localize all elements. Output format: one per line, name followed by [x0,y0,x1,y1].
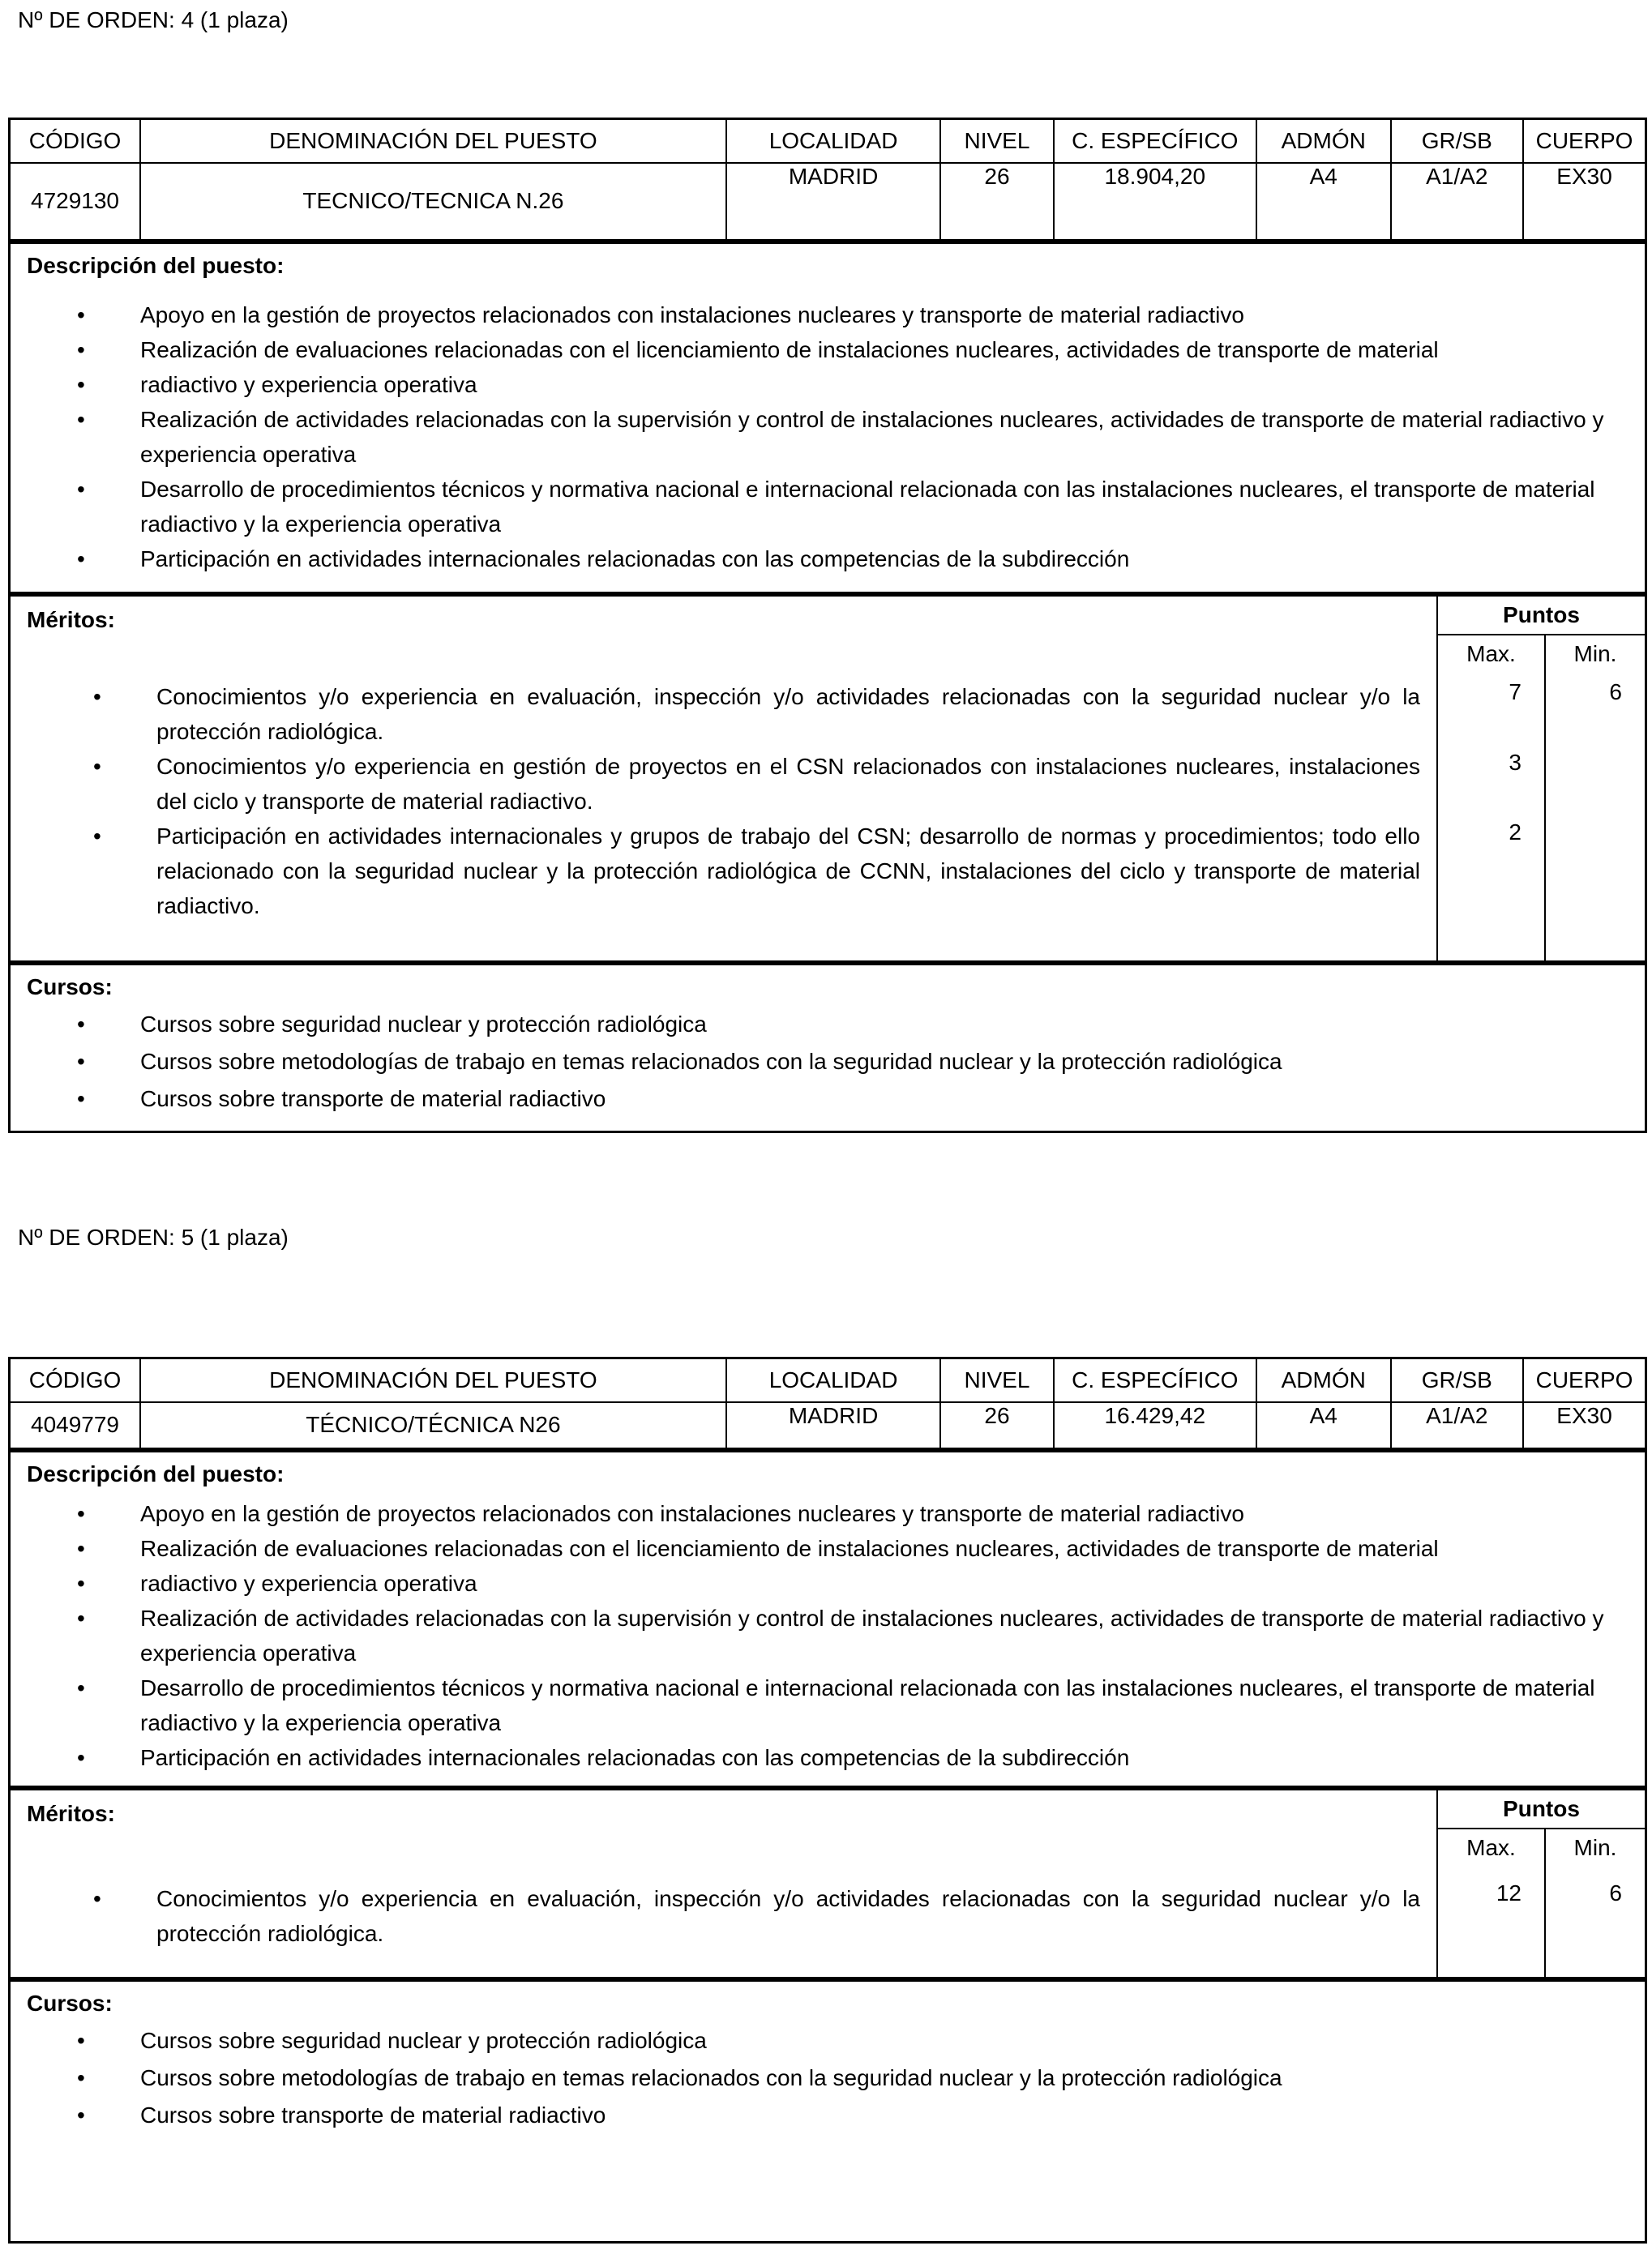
bullet-icon: • [77,1011,85,1037]
gr-sb-cell: A1/A2 [1391,163,1524,240]
puntos-column [1438,1790,1645,1977]
bullet-icon: • [93,753,101,779]
localidad-header: LOCALIDAD [726,119,940,164]
bullet-icon: • [77,1745,85,1770]
max-value: 7 [1509,678,1521,704]
min-value: 6 [1609,678,1622,704]
bullet-icon: • [77,406,85,432]
table-header-row [10,1358,1646,1402]
bullet-icon: • [77,1606,85,1631]
meritos-title: Méritos: [27,1801,115,1826]
gr-sb-header: GR/SB [1391,1358,1524,1402]
list-item: • Desarrollo de procedimientos técnicos y normativa nacional e internacional relacionada con las instalaciones nucleares, el transporte de material radiactivo y la experiencia operativa [77,472,1628,541]
admon-header: ADMÓN [1256,119,1391,164]
codigo-cell: 4049779 [10,1402,141,1449]
position-table-5 [8,1357,1647,1451]
min-column [1546,1829,1645,1977]
cursos-section-4 [8,963,1647,1133]
cuerpo-cell: EX30 [1523,1402,1646,1449]
gr-sb-header: GR/SB [1391,119,1524,164]
max-value: 2 [1509,819,1521,845]
admon-cell: A4 [1256,163,1391,240]
localidad-header: LOCALIDAD [726,1358,940,1402]
bullet-icon: • [77,302,85,327]
cursos-section-5 [8,1979,1647,2244]
meritos-bullets [27,1881,1420,1951]
list-item: • Conocimientos y/o experiencia en evaluación, inspección y/o actividades relacionadas con la seguridad nuclear y/o la protección radiológica. [93,1881,1420,1951]
bullet-icon: • [77,2102,85,2128]
list-item: • Cursos sobre seguridad nuclear y protección radiológica [77,2022,1628,2060]
list-item: • Participación en actividades internacionales relacionadas con las competencias de la subdirección [77,541,1628,576]
max-value: 12 [1496,1880,1521,1906]
max-label: Max. [1466,1835,1516,1860]
cursos-bullets [27,1006,1628,1118]
list-item: • Cursos sobre transporte de material radiactivo [77,2097,1628,2134]
list-item: • Cursos sobre seguridad nuclear y protección radiológica [77,1006,1628,1043]
denominacion-cell: TÉCNICO/TÉCNICA N26 [140,1402,726,1449]
denominacion-cell: TECNICO/TECNICA N.26 [140,163,726,240]
descripcion-bullets [27,297,1628,576]
admon-cell: A4 [1256,1402,1391,1449]
puntos-column [1438,597,1645,960]
codigo-cell: 4729130 [10,163,141,240]
min-value: 6 [1609,1880,1622,1906]
denominacion-header: DENOMINACIÓN DEL PUESTO [140,1358,726,1402]
bullet-icon: • [93,683,101,709]
list-item: • radiactivo y experiencia operativa [77,1566,1628,1601]
bullet-icon: • [93,823,101,849]
puntos-header: Puntos [1438,597,1645,635]
list-item: • Realización de evaluaciones relacionadas con el licenciamiento de instalaciones nucleares, actividades de transporte de material [77,332,1628,367]
puntos-header: Puntos [1438,1790,1645,1829]
list-item: • Cursos sobre metodologías de trabajo en temas relacionados con la seguridad nuclear y la protección radiológica [77,2060,1628,2097]
localidad-cell: MADRID [726,163,940,240]
nivel-header: NIVEL [940,119,1053,164]
bullet-icon: • [77,1085,85,1111]
bullet-icon: • [77,371,85,397]
bullet-icon: • [77,476,85,502]
list-item: • Conocimientos y/o experiencia en gestión de proyectos en el CSN relacionados con instalaciones nucleares, instalaciones del ciclo y transporte de material radiactivo. [93,749,1420,819]
descripcion-title: Descripción del puesto: [27,252,285,278]
cursos-title: Cursos: [27,1991,113,2016]
list-item: • Desarrollo de procedimientos técnicos y normativa nacional e internacional relacionada con las instalaciones nucleares, el transporte de material radiactivo y la experiencia operativa [77,1670,1628,1740]
c-especifico-cell: 16.429,42 [1054,1402,1256,1449]
bullet-icon: • [77,1048,85,1074]
order-heading-4: Nº DE ORDEN: 4 (1 plaza) [18,7,289,32]
list-item: • Participación en actividades internacionales y grupos de trabajo del CSN; desarrollo de normas y procedimientos; todo ello relacionado con la seguridad nuclear y la protección radiológica de CCNN, instalaciones del ciclo y transporte de material radiactivo. [93,819,1420,923]
list-item: • Conocimientos y/o experiencia en evaluación, inspección y/o actividades relacionadas con la seguridad nuclear y/o la protección radiológica. [93,679,1420,749]
meritos-section-4 [8,594,1647,963]
max-column [1438,635,1546,960]
meritos-content [11,597,1438,960]
list-item: • Realización de actividades relacionadas con la supervisión y control de instalaciones nucleares, actividades de transporte de material radiactivo y experiencia operativa [77,1601,1628,1670]
meritos-content [11,1790,1438,1977]
descripcion-title: Descripción del puesto: [27,1461,285,1486]
bullet-icon: • [77,545,85,571]
descripcion-section-5 [8,1450,1647,1788]
meritos-title: Méritos: [27,606,115,632]
meritos-section-5 [8,1788,1647,1979]
bullet-icon: • [77,1536,85,1561]
denominacion-header: DENOMINACIÓN DEL PUESTO [140,119,726,164]
min-label: Min. [1573,1835,1617,1860]
min-label: Min. [1573,640,1617,666]
c-especifico-header: C. ESPECÍFICO [1054,119,1256,164]
admon-header: ADMÓN [1256,1358,1391,1402]
table-row [10,1402,1646,1449]
cuerpo-header: CUERPO [1523,119,1646,164]
list-item: • Apoyo en la gestión de proyectos relacionados con instalaciones nucleares y transporte de material radiactivo [77,297,1628,332]
cuerpo-header: CUERPO [1523,1358,1646,1402]
nivel-header: NIVEL [940,1358,1053,1402]
bullet-icon: • [93,1886,101,1911]
c-especifico-header: C. ESPECÍFICO [1054,1358,1256,1402]
meritos-bullets [27,679,1420,923]
nivel-cell: 26 [940,1402,1053,1449]
localidad-cell: MADRID [726,1402,940,1449]
bullet-icon: • [77,1501,85,1526]
gr-sb-cell: A1/A2 [1391,1402,1524,1449]
codigo-header: CÓDIGO [10,119,141,164]
list-item: • Participación en actividades internacionales relacionadas con las competencias de la subdirección [77,1740,1628,1775]
max-value: 3 [1509,749,1521,775]
descripcion-bullets [27,1496,1628,1775]
bullet-icon: • [77,2028,85,2053]
list-item: • Apoyo en la gestión de proyectos relacionados con instalaciones nucleares y transporte de material radiactivo [77,1496,1628,1531]
nivel-cell: 26 [940,163,1053,240]
table-row [10,163,1646,240]
order-heading-5: Nº DE ORDEN: 5 (1 plaza) [18,1224,289,1250]
max-column [1438,1829,1546,1977]
list-item: • Realización de evaluaciones relacionadas con el licenciamiento de instalaciones nucleares, actividades de transporte de material [77,1531,1628,1566]
bullet-icon: • [77,1571,85,1596]
c-especifico-cell: 18.904,20 [1054,163,1256,240]
max-label: Max. [1466,640,1516,666]
cursos-title: Cursos: [27,973,113,999]
bullet-icon: • [77,1675,85,1700]
min-column [1546,635,1645,960]
codigo-header: CÓDIGO [10,1358,141,1402]
list-item: • radiactivo y experiencia operativa [77,367,1628,402]
bullet-icon: • [77,2065,85,2090]
position-table-4 [8,118,1647,242]
descripcion-section-4 [8,242,1647,594]
list-item: • Cursos sobre metodologías de trabajo en temas relacionados con la seguridad nuclear y la protección radiológica [77,1043,1628,1080]
list-item: • Cursos sobre transporte de material radiactivo [77,1080,1628,1118]
cuerpo-cell: EX30 [1523,163,1646,240]
bullet-icon: • [77,336,85,362]
table-header-row [10,119,1646,164]
list-item: • Realización de actividades relacionadas con la supervisión y control de instalaciones nucleares, actividades de transporte de material radiactivo y experiencia operativa [77,402,1628,472]
cursos-bullets [27,2022,1628,2134]
